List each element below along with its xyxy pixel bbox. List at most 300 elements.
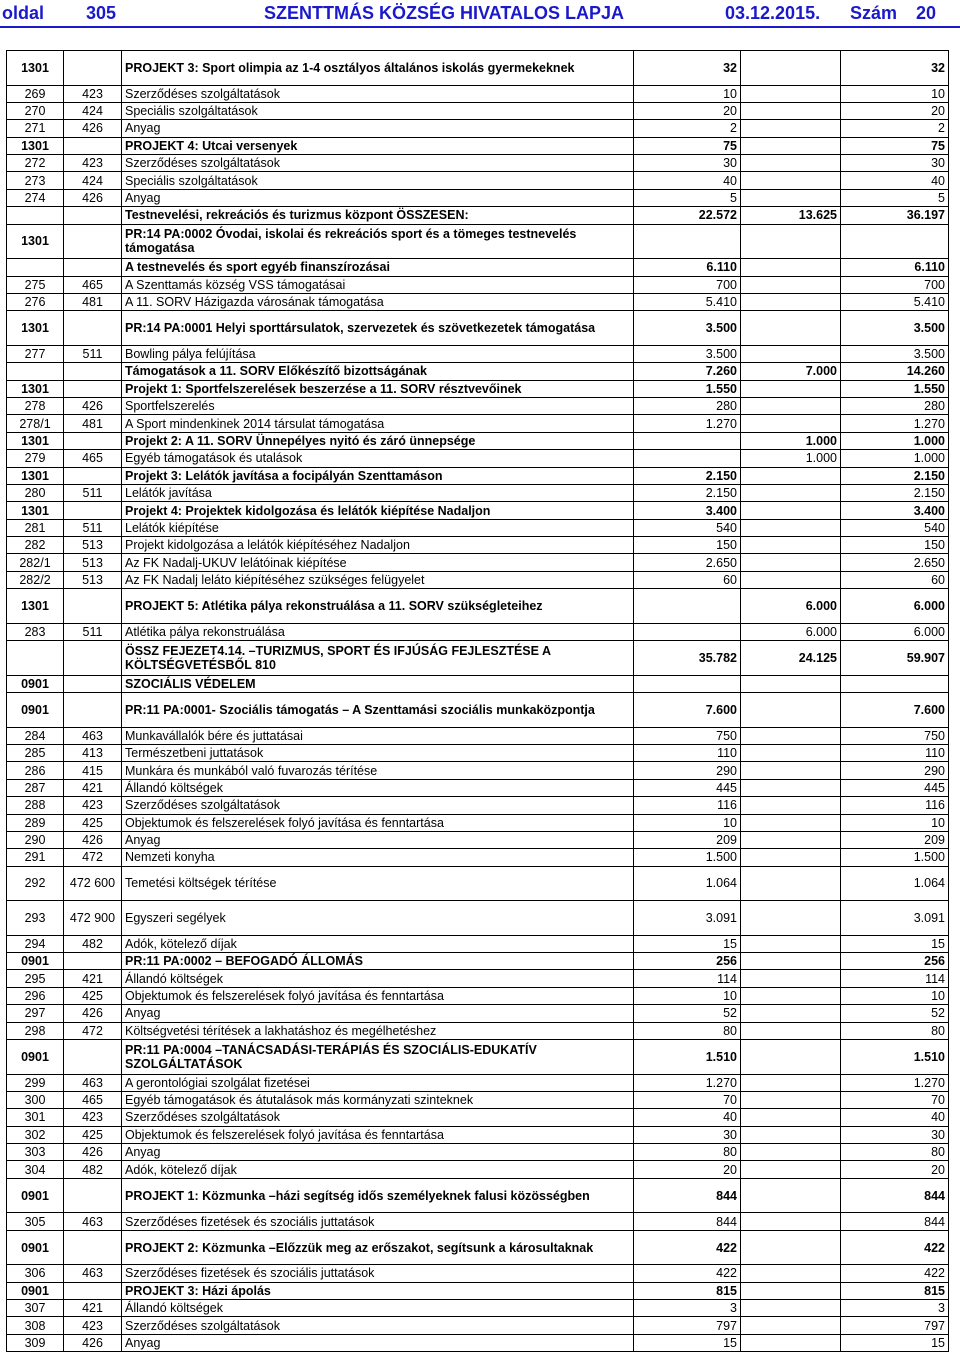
description-cell: Munkára és munkából való fuvarozás térítése bbox=[122, 762, 634, 779]
account-code-cell bbox=[64, 137, 122, 154]
position-code-cell: 290 bbox=[7, 831, 64, 848]
table-row bbox=[7, 1300, 949, 1317]
amount-cell-2 bbox=[741, 1282, 841, 1299]
amount-total-cell: 116 bbox=[841, 797, 949, 814]
position-code-cell bbox=[7, 207, 64, 224]
budget-table bbox=[6, 50, 949, 1352]
amount-total-cell: 422 bbox=[841, 1230, 949, 1265]
position-code-cell: 280 bbox=[7, 484, 64, 501]
amount-total-cell: 2 bbox=[841, 120, 949, 137]
amount-cell-1: 1.500 bbox=[634, 849, 741, 866]
description-cell: Projekt 2: A 11. SORV Ünnepélyes nyitó és záró ünnepsége bbox=[122, 432, 634, 449]
amount-cell-1: 80 bbox=[634, 1022, 741, 1039]
amount-total-cell: 700 bbox=[841, 276, 949, 293]
account-code-cell: 511 bbox=[64, 484, 122, 501]
amount-cell-2: 6.000 bbox=[741, 623, 841, 640]
amount-cell-1: 422 bbox=[634, 1230, 741, 1265]
table-row bbox=[7, 953, 949, 970]
amount-cell-2 bbox=[741, 502, 841, 519]
amount-total-cell: 10 bbox=[841, 814, 949, 831]
amount-total-cell: 445 bbox=[841, 779, 949, 796]
description-cell: Nemzeti konyha bbox=[122, 849, 634, 866]
amount-cell-1: 30 bbox=[634, 1126, 741, 1143]
position-code-cell: 293 bbox=[7, 901, 64, 936]
amount-cell-2 bbox=[741, 380, 841, 397]
position-code-cell: 305 bbox=[7, 1213, 64, 1230]
table-row bbox=[7, 293, 949, 310]
account-code-cell bbox=[64, 1230, 122, 1265]
account-code-cell: 426 bbox=[64, 831, 122, 848]
amount-total-cell: 15 bbox=[841, 935, 949, 952]
amount-cell-2 bbox=[741, 259, 841, 276]
position-code-cell: 307 bbox=[7, 1300, 64, 1317]
account-code-cell: 426 bbox=[64, 189, 122, 206]
amount-cell-1: 3 bbox=[634, 1300, 741, 1317]
position-code-cell: 306 bbox=[7, 1265, 64, 1282]
description-cell: Költségvetési térítések a lakhatáshoz és megélhetéshez bbox=[122, 1022, 634, 1039]
amount-cell-2 bbox=[741, 102, 841, 119]
account-code-cell: 423 bbox=[64, 85, 122, 102]
account-code-cell: 424 bbox=[64, 172, 122, 189]
description-cell: Szerződéses szolgáltatások bbox=[122, 1109, 634, 1126]
position-code-cell: 300 bbox=[7, 1091, 64, 1108]
position-code-cell: 1301 bbox=[7, 137, 64, 154]
amount-cell-1: 32 bbox=[634, 51, 741, 86]
description-cell: Adók, kötelező díjak bbox=[122, 935, 634, 952]
position-code-cell: 278/1 bbox=[7, 415, 64, 432]
account-code-cell bbox=[64, 432, 122, 449]
position-code-cell: 289 bbox=[7, 814, 64, 831]
table-row bbox=[7, 693, 949, 728]
amount-total-cell: 3 bbox=[841, 1300, 949, 1317]
amount-cell-2 bbox=[741, 276, 841, 293]
amount-total-cell: 1.510 bbox=[841, 1040, 949, 1075]
amount-total-cell: 290 bbox=[841, 762, 949, 779]
amount-cell-1: 70 bbox=[634, 1091, 741, 1108]
table-row bbox=[7, 1022, 949, 1039]
position-code-cell: 282/2 bbox=[7, 571, 64, 588]
amount-cell-2 bbox=[741, 797, 841, 814]
account-code-cell: 463 bbox=[64, 1213, 122, 1230]
position-code-cell: 0901 bbox=[7, 1178, 64, 1213]
amount-cell-2 bbox=[741, 519, 841, 536]
account-code-cell: 421 bbox=[64, 970, 122, 987]
table-row bbox=[7, 1282, 949, 1299]
amount-cell-2 bbox=[741, 744, 841, 761]
amount-cell-2 bbox=[741, 987, 841, 1004]
account-code-cell bbox=[64, 693, 122, 728]
table-row bbox=[7, 762, 949, 779]
header-publication-title: SZENTTMÁS KÖZSÉG HIVATALOS LAPJA bbox=[264, 3, 625, 23]
amount-cell-2 bbox=[741, 1040, 841, 1075]
position-code-cell: 286 bbox=[7, 762, 64, 779]
position-code-cell: 285 bbox=[7, 744, 64, 761]
amount-total-cell: 36.197 bbox=[841, 207, 949, 224]
table-row bbox=[7, 1230, 949, 1265]
amount-total-cell: 32 bbox=[841, 51, 949, 86]
amount-cell-1: 40 bbox=[634, 1109, 741, 1126]
position-code-cell: 288 bbox=[7, 797, 64, 814]
amount-cell-1 bbox=[634, 450, 741, 467]
position-code-cell: 292 bbox=[7, 866, 64, 901]
table-row bbox=[7, 224, 949, 259]
account-code-cell: 472 600 bbox=[64, 866, 122, 901]
amount-cell-1: 2.150 bbox=[634, 467, 741, 484]
account-code-cell: 425 bbox=[64, 987, 122, 1004]
amount-cell-1: 1.270 bbox=[634, 1074, 741, 1091]
position-code-cell: 284 bbox=[7, 727, 64, 744]
account-code-cell: 426 bbox=[64, 1005, 122, 1022]
table-row bbox=[7, 571, 949, 588]
table-row bbox=[7, 727, 949, 744]
amount-total-cell: 5 bbox=[841, 189, 949, 206]
amount-total-cell: 844 bbox=[841, 1178, 949, 1213]
amount-cell-2 bbox=[741, 224, 841, 259]
amount-cell-2 bbox=[741, 935, 841, 952]
table-row bbox=[7, 432, 949, 449]
amount-cell-2 bbox=[741, 484, 841, 501]
amount-cell-2: 24.125 bbox=[741, 641, 841, 676]
description-cell: Az FK Nadalj-UKUV lelátóinak kiépítése bbox=[122, 554, 634, 571]
amount-cell-1: 114 bbox=[634, 970, 741, 987]
amount-cell-2 bbox=[741, 1265, 841, 1282]
description-cell: A Szenttamás község VSS támogatásai bbox=[122, 276, 634, 293]
table-row bbox=[7, 554, 949, 571]
amount-total-cell: 40 bbox=[841, 172, 949, 189]
amount-cell-1 bbox=[634, 623, 741, 640]
account-code-cell: 513 bbox=[64, 554, 122, 571]
account-code-cell: 472 900 bbox=[64, 901, 122, 936]
description-cell: SZOCIÁLIS VÉDELEM bbox=[122, 675, 634, 692]
amount-cell-1: 75 bbox=[634, 137, 741, 154]
position-code-cell: 271 bbox=[7, 120, 64, 137]
description-cell: Sportfelszerelés bbox=[122, 397, 634, 414]
position-code-cell: 281 bbox=[7, 519, 64, 536]
description-cell: Állandó költségek bbox=[122, 779, 634, 796]
amount-cell-2 bbox=[741, 554, 841, 571]
description-cell: Szerződéses fizetések és szociális juttatások bbox=[122, 1213, 634, 1230]
table-row bbox=[7, 987, 949, 1004]
amount-cell-2 bbox=[741, 345, 841, 362]
position-code-cell: 282 bbox=[7, 537, 64, 554]
amount-cell-2 bbox=[741, 831, 841, 848]
description-cell: Projekt kidolgozása a lelátók kiépítéséhez Nadaljon bbox=[122, 537, 634, 554]
description-cell: Testnevelési, rekreációs és turizmus központ ÖSSZESEN: bbox=[122, 207, 634, 224]
amount-cell-1: 844 bbox=[634, 1178, 741, 1213]
amount-cell-2 bbox=[741, 970, 841, 987]
description-cell: Projekt 1: Sportfelszerelések beszerzése a 11. SORV résztvevőinek bbox=[122, 380, 634, 397]
account-code-cell bbox=[64, 259, 122, 276]
amount-total-cell: 422 bbox=[841, 1265, 949, 1282]
amount-cell-2 bbox=[741, 953, 841, 970]
account-code-cell bbox=[64, 380, 122, 397]
account-code-cell: 421 bbox=[64, 1300, 122, 1317]
amount-cell-1: 15 bbox=[634, 1334, 741, 1351]
amount-cell-1: 1.270 bbox=[634, 415, 741, 432]
amount-cell-1: 10 bbox=[634, 814, 741, 831]
table-row bbox=[7, 85, 949, 102]
description-cell: PROJEKT 5: Atlétika pálya rekonstruálása a 11. SORV szükségleteihez bbox=[122, 589, 634, 624]
amount-cell-2 bbox=[741, 311, 841, 346]
account-code-cell bbox=[64, 363, 122, 380]
amount-total-cell: 1.270 bbox=[841, 1074, 949, 1091]
description-cell: Állandó költségek bbox=[122, 1300, 634, 1317]
account-code-cell: 425 bbox=[64, 1126, 122, 1143]
table-row bbox=[7, 51, 949, 86]
amount-cell-2 bbox=[741, 814, 841, 831]
amount-total-cell: 750 bbox=[841, 727, 949, 744]
account-code-cell: 463 bbox=[64, 727, 122, 744]
description-cell: PROJEKT 3: Házi ápolás bbox=[122, 1282, 634, 1299]
description-cell: Egyszeri segélyek bbox=[122, 901, 634, 936]
amount-total-cell: 80 bbox=[841, 1022, 949, 1039]
position-code-cell: 299 bbox=[7, 1074, 64, 1091]
amount-total-cell: 1.064 bbox=[841, 866, 949, 901]
amount-cell-2 bbox=[741, 1109, 841, 1126]
amount-total-cell: 114 bbox=[841, 970, 949, 987]
table-row bbox=[7, 363, 949, 380]
table-row bbox=[7, 1040, 949, 1075]
account-code-cell bbox=[64, 311, 122, 346]
table-row bbox=[7, 744, 949, 761]
description-cell: PR:14 PA:0001 Helyi sporttársulatok, szervezetek és szövetkezetek támogatása bbox=[122, 311, 634, 346]
amount-total-cell: 59.907 bbox=[841, 641, 949, 676]
account-code-cell: 424 bbox=[64, 102, 122, 119]
position-code-cell: 291 bbox=[7, 849, 64, 866]
table-row bbox=[7, 641, 949, 676]
amount-cell-1: 116 bbox=[634, 797, 741, 814]
account-code-cell: 465 bbox=[64, 1091, 122, 1108]
amount-cell-1: 290 bbox=[634, 762, 741, 779]
position-code-cell: 0901 bbox=[7, 1230, 64, 1265]
amount-total-cell: 20 bbox=[841, 102, 949, 119]
account-code-cell: 481 bbox=[64, 415, 122, 432]
amount-cell-1: 1.510 bbox=[634, 1040, 741, 1075]
description-cell: Projekt 3: Lelátók javítása a focipályán Szenttamáson bbox=[122, 467, 634, 484]
amount-total-cell: 2.150 bbox=[841, 467, 949, 484]
position-code-cell: 276 bbox=[7, 293, 64, 310]
table-row bbox=[7, 1109, 949, 1126]
amount-cell-1: 540 bbox=[634, 519, 741, 536]
account-code-cell bbox=[64, 502, 122, 519]
description-cell: Egyéb támogatások és utalások bbox=[122, 450, 634, 467]
table-row bbox=[7, 797, 949, 814]
amount-cell-1: 40 bbox=[634, 172, 741, 189]
amount-cell-2 bbox=[741, 1005, 841, 1022]
amount-total-cell: 209 bbox=[841, 831, 949, 848]
table-row bbox=[7, 172, 949, 189]
amount-total-cell: 280 bbox=[841, 397, 949, 414]
amount-cell-1: 6.110 bbox=[634, 259, 741, 276]
description-cell: Szerződéses szolgáltatások bbox=[122, 85, 634, 102]
description-cell: Szerződéses szolgáltatások bbox=[122, 155, 634, 172]
amount-cell-1: 3.091 bbox=[634, 901, 741, 936]
amount-total-cell: 3.091 bbox=[841, 901, 949, 936]
amount-cell-2 bbox=[741, 51, 841, 86]
position-code-cell: 302 bbox=[7, 1126, 64, 1143]
description-cell: A gerontológiai szolgálat fizetései bbox=[122, 1074, 634, 1091]
amount-total-cell: 3.400 bbox=[841, 502, 949, 519]
position-code-cell: 308 bbox=[7, 1317, 64, 1334]
amount-total-cell: 70 bbox=[841, 1091, 949, 1108]
account-code-cell: 481 bbox=[64, 293, 122, 310]
position-code-cell: 282/1 bbox=[7, 554, 64, 571]
amount-cell-1: 5 bbox=[634, 189, 741, 206]
amount-cell-2: 13.625 bbox=[741, 207, 841, 224]
account-code-cell: 415 bbox=[64, 762, 122, 779]
amount-cell-1: 422 bbox=[634, 1265, 741, 1282]
table-row bbox=[7, 866, 949, 901]
description-cell: A Sport mindenkinek 2014 társulat támogatása bbox=[122, 415, 634, 432]
position-code-cell: 0901 bbox=[7, 953, 64, 970]
position-code-cell: 0901 bbox=[7, 1282, 64, 1299]
amount-total-cell: 80 bbox=[841, 1144, 949, 1161]
position-code-cell bbox=[7, 259, 64, 276]
amount-cell-1: 150 bbox=[634, 537, 741, 554]
amount-cell-1: 2.650 bbox=[634, 554, 741, 571]
table-row bbox=[7, 901, 949, 936]
amount-cell-1: 5.410 bbox=[634, 293, 741, 310]
description-cell: Temetési költségek térítése bbox=[122, 866, 634, 901]
amount-total-cell: 10 bbox=[841, 987, 949, 1004]
amount-cell-1: 256 bbox=[634, 953, 741, 970]
account-code-cell: 511 bbox=[64, 345, 122, 362]
position-code-cell: 1301 bbox=[7, 589, 64, 624]
account-code-cell: 482 bbox=[64, 935, 122, 952]
table-row bbox=[7, 102, 949, 119]
amount-cell-1: 22.572 bbox=[634, 207, 741, 224]
amount-cell-2 bbox=[741, 866, 841, 901]
amount-cell-1: 445 bbox=[634, 779, 741, 796]
description-cell: Objektumok és felszerelések folyó javítása és fenntartása bbox=[122, 1126, 634, 1143]
position-code-cell: 283 bbox=[7, 623, 64, 640]
amount-cell-1: 815 bbox=[634, 1282, 741, 1299]
amount-cell-2 bbox=[741, 293, 841, 310]
amount-cell-1: 110 bbox=[634, 744, 741, 761]
amount-cell-2: 7.000 bbox=[741, 363, 841, 380]
position-code-cell: 277 bbox=[7, 345, 64, 362]
table-row bbox=[7, 397, 949, 414]
table-row bbox=[7, 1005, 949, 1022]
amount-cell-1: 60 bbox=[634, 571, 741, 588]
table-row bbox=[7, 1091, 949, 1108]
amount-total-cell: 20 bbox=[841, 1161, 949, 1178]
table-row bbox=[7, 814, 949, 831]
table-row bbox=[7, 137, 949, 154]
table-row bbox=[7, 675, 949, 692]
header-issue-number: 20 bbox=[916, 3, 937, 23]
amount-cell-2 bbox=[741, 467, 841, 484]
amount-cell-1: 1.064 bbox=[634, 866, 741, 901]
amount-cell-1: 2.150 bbox=[634, 484, 741, 501]
description-cell: ÖSSZ FEJEZET4.14. –TURIZMUS, SPORT ÉS IFJÚSÁG FEJLESZTÉSE A KÖLTSÉGVETÉSBŐL 810 bbox=[122, 641, 634, 676]
amount-cell-2 bbox=[741, 397, 841, 414]
amount-total-cell: 540 bbox=[841, 519, 949, 536]
description-cell: Munkavállalók bére és juttatásai bbox=[122, 727, 634, 744]
amount-total-cell: 14.260 bbox=[841, 363, 949, 380]
table-row bbox=[7, 623, 949, 640]
amount-cell-2 bbox=[741, 1178, 841, 1213]
description-cell: Bowling pálya felújítása bbox=[122, 345, 634, 362]
amount-cell-2 bbox=[741, 901, 841, 936]
table-row bbox=[7, 484, 949, 501]
amount-total-cell: 3.500 bbox=[841, 311, 949, 346]
table-row bbox=[7, 1213, 949, 1230]
amount-cell-1: 7.260 bbox=[634, 363, 741, 380]
amount-cell-2 bbox=[741, 1334, 841, 1351]
account-code-cell: 423 bbox=[64, 797, 122, 814]
position-code-cell: 1301 bbox=[7, 467, 64, 484]
account-code-cell bbox=[64, 953, 122, 970]
position-code-cell bbox=[7, 363, 64, 380]
amount-cell-2 bbox=[741, 1022, 841, 1039]
header-issue-label: Szám bbox=[850, 3, 898, 23]
table-row bbox=[7, 415, 949, 432]
position-code-cell: 274 bbox=[7, 189, 64, 206]
account-code-cell: 426 bbox=[64, 397, 122, 414]
amount-cell-2 bbox=[741, 693, 841, 728]
table-row bbox=[7, 537, 949, 554]
table-row bbox=[7, 589, 949, 624]
amount-total-cell bbox=[841, 675, 949, 692]
amount-total-cell: 110 bbox=[841, 744, 949, 761]
amount-total-cell: 844 bbox=[841, 1213, 949, 1230]
table-row bbox=[7, 1334, 949, 1351]
position-code-cell: 272 bbox=[7, 155, 64, 172]
amount-cell-2 bbox=[741, 1126, 841, 1143]
table-row bbox=[7, 502, 949, 519]
amount-cell-1: 700 bbox=[634, 276, 741, 293]
amount-total-cell: 150 bbox=[841, 537, 949, 554]
account-code-cell: 426 bbox=[64, 1144, 122, 1161]
account-code-cell: 423 bbox=[64, 155, 122, 172]
amount-cell-1: 844 bbox=[634, 1213, 741, 1230]
amount-total-cell: 6.000 bbox=[841, 589, 949, 624]
amount-cell-2 bbox=[741, 189, 841, 206]
account-code-cell bbox=[64, 1282, 122, 1299]
amount-total-cell: 6.110 bbox=[841, 259, 949, 276]
amount-total-cell: 40 bbox=[841, 1109, 949, 1126]
account-code-cell: 426 bbox=[64, 1334, 122, 1351]
table-row bbox=[7, 1161, 949, 1178]
account-code-cell bbox=[64, 1178, 122, 1213]
table-row bbox=[7, 1074, 949, 1091]
amount-cell-2 bbox=[741, 415, 841, 432]
amount-cell-2 bbox=[741, 172, 841, 189]
table-row bbox=[7, 970, 949, 987]
amount-cell-1: 30 bbox=[634, 155, 741, 172]
account-code-cell: 511 bbox=[64, 519, 122, 536]
amount-cell-1: 10 bbox=[634, 987, 741, 1004]
position-code-cell: 1301 bbox=[7, 380, 64, 397]
amount-total-cell: 2.150 bbox=[841, 484, 949, 501]
table-row bbox=[7, 450, 949, 467]
header-date: 03.12.2015. bbox=[725, 3, 821, 23]
description-cell: Anyag bbox=[122, 120, 634, 137]
description-cell: PROJEKT 1: Közmunka –házi segítség idős személyeknek falusi közösségben bbox=[122, 1178, 634, 1213]
description-cell: PR:11 PA:0004 –TANÁCSADÁSI-TERÁPIÁS ÉS SZOCIÁLIS-EDUKATÍV SZOLGÁLTATÁSOK bbox=[122, 1040, 634, 1075]
amount-cell-2 bbox=[741, 155, 841, 172]
amount-total-cell: 60 bbox=[841, 571, 949, 588]
position-code-cell: 296 bbox=[7, 987, 64, 1004]
header-page-number: 305 bbox=[86, 3, 117, 23]
description-cell: Egyéb támogatások és átutalások más kormányzati szinteknek bbox=[122, 1091, 634, 1108]
amount-cell-2 bbox=[741, 85, 841, 102]
position-code-cell: 275 bbox=[7, 276, 64, 293]
table-row bbox=[7, 259, 949, 276]
description-cell: Speciális szolgáltatások bbox=[122, 102, 634, 119]
table-row bbox=[7, 1178, 949, 1213]
